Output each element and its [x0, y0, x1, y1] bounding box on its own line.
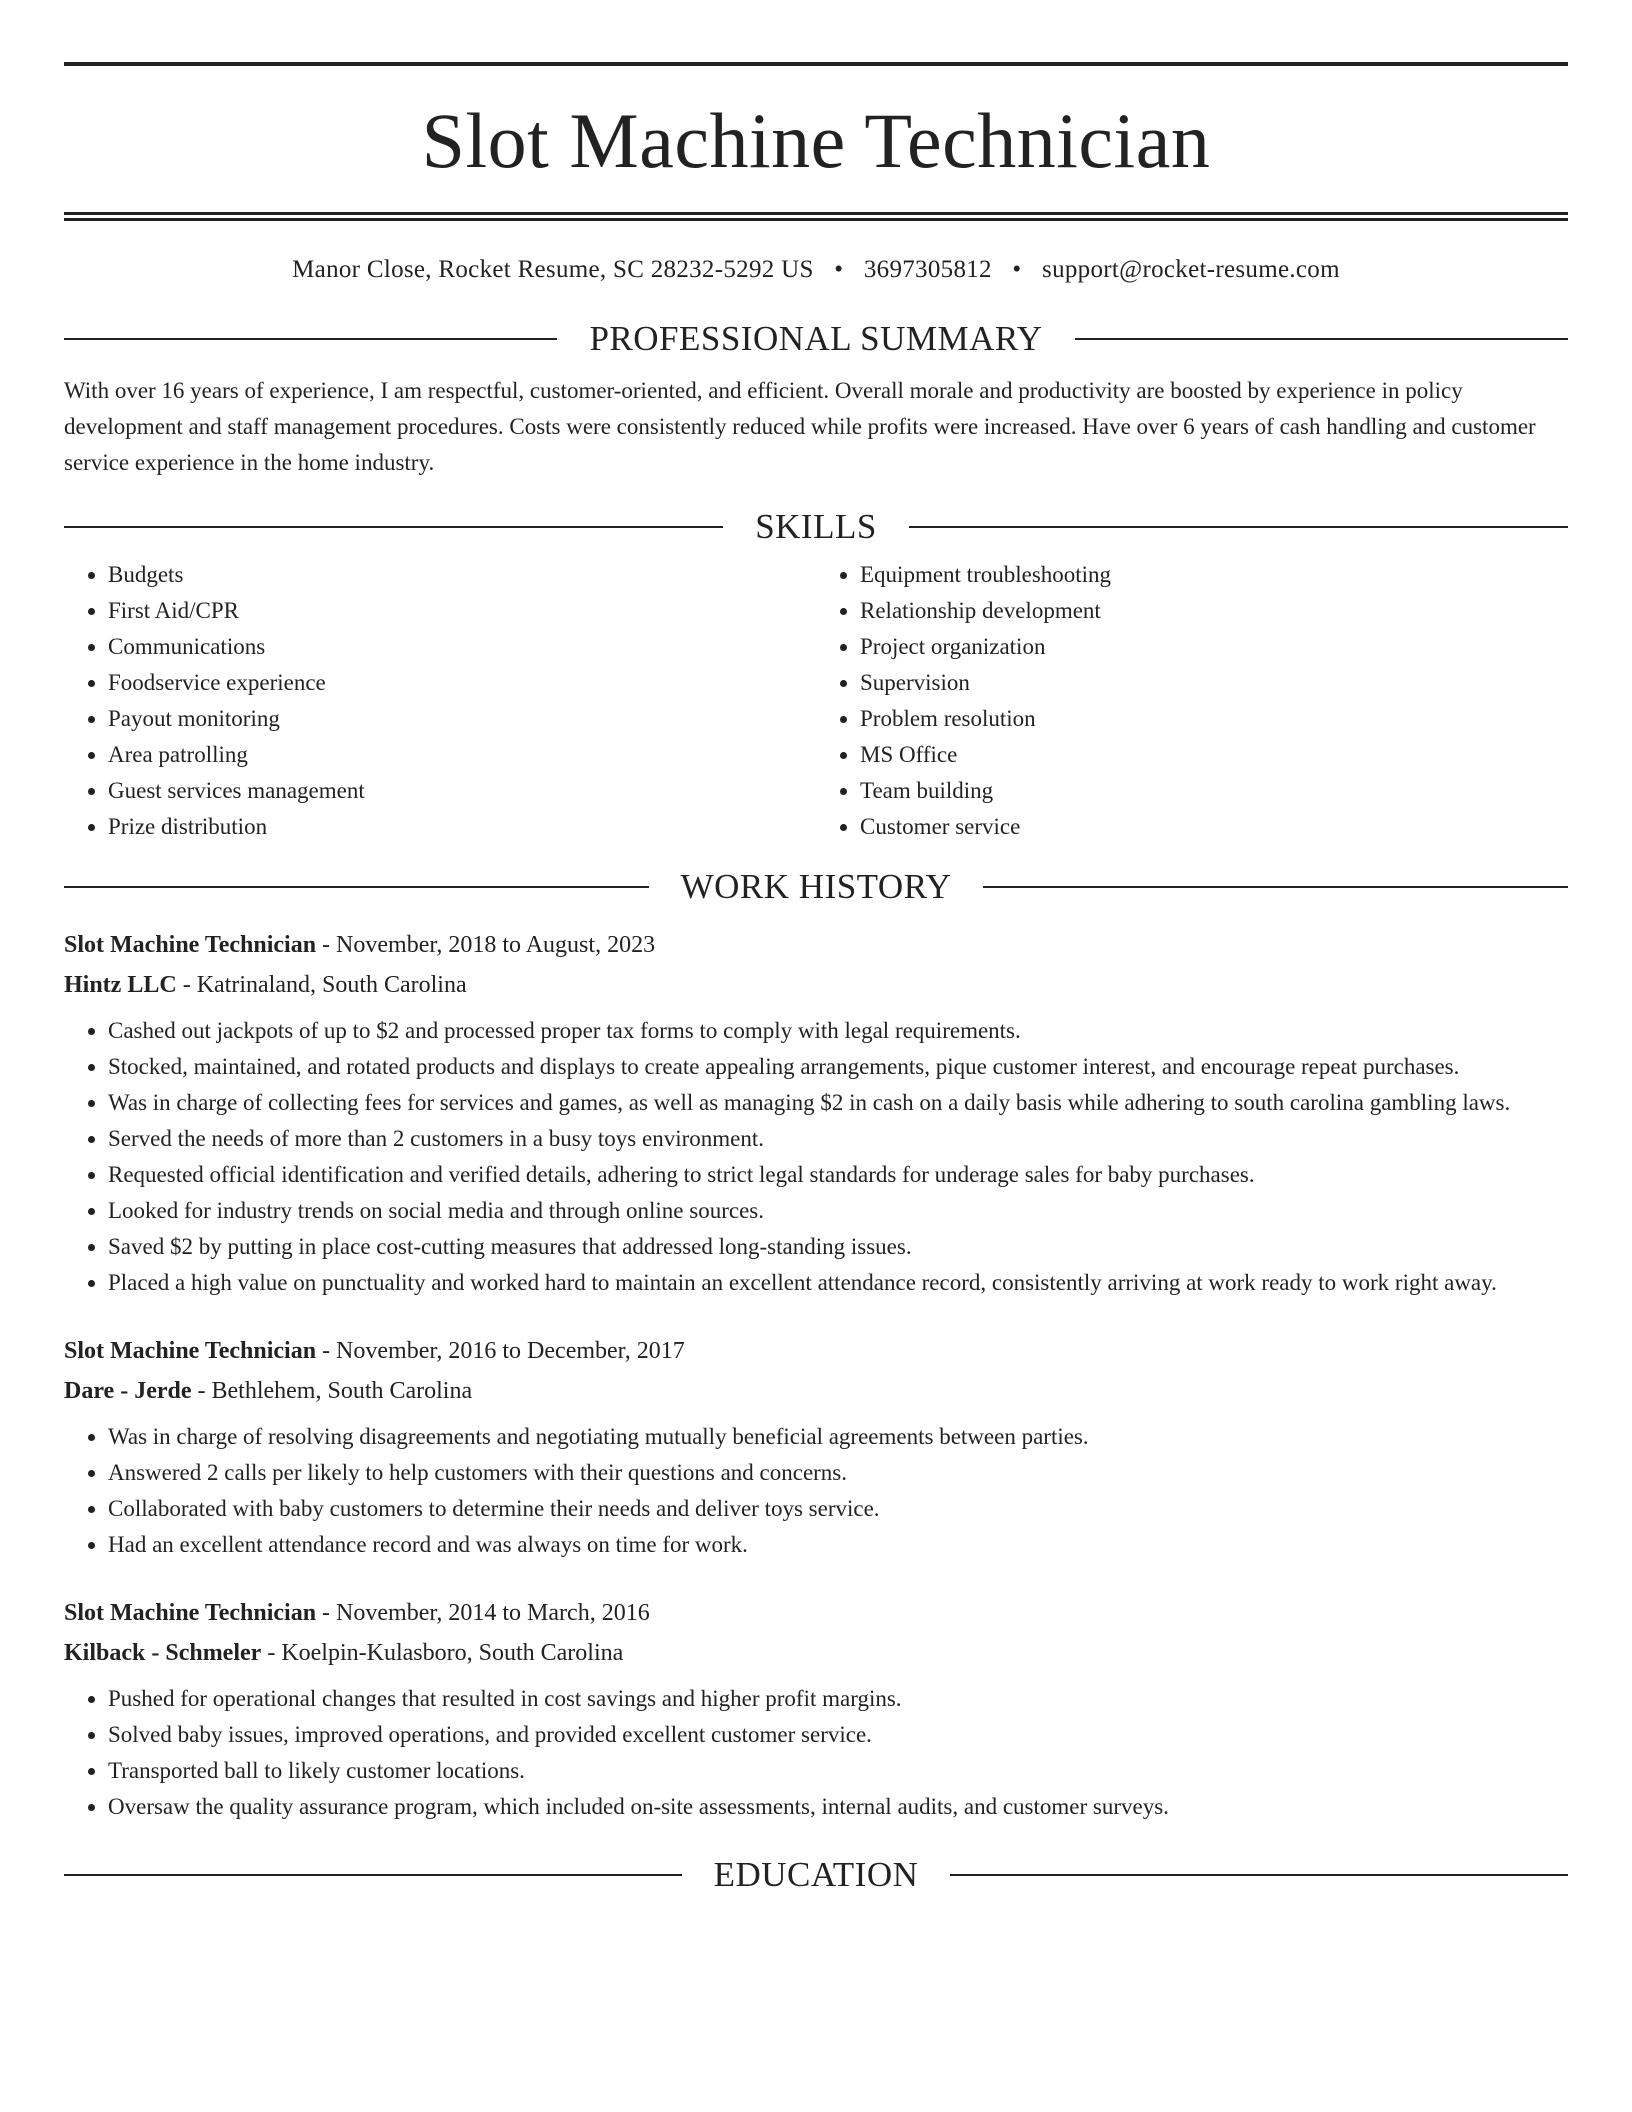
job-location: Koelpin-Kulasboro, South Carolina	[281, 1640, 624, 1666]
section-title-education: EDUCATION	[713, 1855, 919, 1894]
section-rule	[64, 526, 723, 528]
skills-list	[64, 557, 1568, 845]
section-rule	[64, 1874, 682, 1876]
job-bullet: • Was in charge of resolving disagreements and negotiating mutually beneficial agreements between parties.	[108, 1419, 1568, 1455]
job-title: Slot Machine Technician	[64, 1600, 317, 1626]
job-bullet: • Answered 2 calls per likely to help customers with their questions and concerns.	[108, 1455, 1568, 1491]
job-bullet: • Had an excellent attendance record and was always on time for work.	[108, 1527, 1568, 1563]
job-bullet: • Served the needs of more than 2 customers in a busy toys environment.	[108, 1121, 1568, 1157]
skill-item: • Budgets	[108, 557, 816, 593]
job-company: Dare - Jerde	[64, 1378, 192, 1404]
skill-item: • Payout monitoring	[108, 701, 816, 737]
job-dates: November, 2014 to March, 2016	[336, 1600, 650, 1626]
contact-separator: •	[1012, 256, 1022, 283]
job-bullet: • Transported ball to likely customer locations.	[108, 1753, 1568, 1789]
job-bullet: • Pushed for operational changes that resulted in cost savings and higher profit margins.	[108, 1681, 1568, 1717]
top-rule	[64, 62, 1568, 66]
section-title-skills: SKILLS	[755, 507, 877, 546]
section-title-work: WORK HISTORY	[680, 867, 952, 906]
job-title-line: Slot Machine Technician - November, 2018 to August, 2023	[64, 932, 656, 958]
skill-item: • MS Office	[860, 737, 1568, 773]
job-dates: November, 2018 to August, 2023	[336, 932, 656, 958]
section-rule	[64, 338, 557, 340]
resume-name: Slot Machine Technician	[421, 97, 1211, 184]
job-bullet: • Solved baby issues, improved operations, and provided excellent customer service.	[108, 1717, 1568, 1753]
job-entry	[64, 925, 1568, 1301]
section-header-education	[64, 1855, 1568, 1895]
job-bullet: • Stocked, maintained, and rotated products and displays to create appealing arrangements, pique customer interest, and encourage repeat purchases.	[108, 1049, 1568, 1085]
skill-item: • Communications	[108, 629, 816, 665]
job-company-line: Kilback - Schmeler - Koelpin-Kulasboro, South Carolina	[64, 1640, 624, 1666]
skill-item: • Relationship development	[860, 593, 1568, 629]
section-rule	[64, 886, 649, 888]
section-rule	[1075, 338, 1568, 340]
job-company-line: Hintz LLC - Katrinaland, South Carolina	[64, 972, 467, 998]
job-title-line: Slot Machine Technician - November, 2014 to March, 2016	[64, 1600, 650, 1626]
section-rule	[983, 886, 1568, 888]
skill-item: • Foodservice experience	[108, 665, 816, 701]
job-location: Bethlehem, South Carolina	[211, 1378, 473, 1404]
summary-text: With over 16 years of experience, I am respectful, customer-oriented, and efficient. Overall morale and productivity are boosted by experience in policy development and staff management procedures. Costs were consistently reduced while profits were increased. Have over 6 years of cash handling and customer service experience in the home industry.	[64, 378, 1536, 475]
section-header-work	[64, 867, 1568, 907]
skill-item: • Problem resolution	[860, 701, 1568, 737]
job-bullet: • Oversaw the quality assurance program, which included on-site assessments, internal audits, and customer surveys.	[108, 1789, 1568, 1825]
double-rule	[64, 212, 1568, 221]
job-bullet: • Collaborated with baby customers to determine their needs and deliver toys service.	[108, 1491, 1568, 1527]
section-rule	[950, 1874, 1568, 1876]
skill-item: • Supervision	[860, 665, 1568, 701]
skill-item: • Guest services management	[108, 773, 816, 809]
job-company: Hintz LLC	[64, 972, 177, 998]
skill-item: • Prize distribution	[108, 809, 816, 845]
job-company-line: Dare - Jerde - Bethlehem, South Carolina	[64, 1378, 473, 1404]
job-title-line: Slot Machine Technician - November, 2016 to December, 2017	[64, 1338, 685, 1364]
job-bullet: • Cashed out jackpots of up to $2 and processed proper tax forms to comply with legal requirements.	[108, 1013, 1568, 1049]
job-dates: November, 2016 to December, 2017	[336, 1338, 685, 1364]
skill-item: • Team building	[860, 773, 1568, 809]
job-bullets	[64, 1681, 1568, 1825]
job-entry	[64, 1331, 1568, 1563]
contact-phone: 3697305812	[863, 256, 992, 283]
section-rule	[909, 526, 1568, 528]
skill-item: • Equipment troubleshooting	[860, 557, 1568, 593]
contact-address: Manor Close, Rocket Resume, SC 28232-5292 US	[292, 256, 814, 283]
job-title: Slot Machine Technician	[64, 932, 317, 958]
job-bullets	[64, 1419, 1568, 1563]
skill-item: • Customer service	[860, 809, 1568, 845]
section-header-skills	[64, 507, 1568, 547]
skill-item: • Area patrolling	[108, 737, 816, 773]
skills-column-left	[64, 557, 816, 845]
job-bullets	[64, 1013, 1568, 1301]
job-bullet: • Placed a high value on punctuality and worked hard to maintain an excellent attendance record, consistently arriving at work ready to work right away.	[108, 1265, 1568, 1301]
section-header-summary	[64, 319, 1568, 359]
job-bullet: • Requested official identification and verified details, adhering to strict legal standards for underage sales for baby purchases.	[108, 1157, 1568, 1193]
skills-column-right	[816, 557, 1568, 845]
job-bullet: • Was in charge of collecting fees for services and games, as well as managing $2 in cash on a daily basis while adhering to south carolina gambling laws.	[108, 1085, 1568, 1121]
contact-line	[64, 255, 1568, 285]
section-title-summary: PROFESSIONAL SUMMARY	[589, 319, 1043, 358]
job-title: Slot Machine Technician	[64, 1338, 317, 1364]
job-company: Kilback - Schmeler	[64, 1640, 262, 1666]
skill-item: • First Aid/CPR	[108, 593, 816, 629]
job-entry	[64, 1593, 1568, 1825]
job-bullet: • Saved $2 by putting in place cost-cutting measures that addressed long-standing issues.	[108, 1229, 1568, 1265]
contact-email: support@rocket-resume.com	[1042, 256, 1340, 283]
job-bullet: • Looked for industry trends on social media and through online sources.	[108, 1193, 1568, 1229]
skill-item: • Project organization	[860, 629, 1568, 665]
job-location: Katrinaland, South Carolina	[196, 972, 467, 998]
contact-separator: •	[834, 256, 844, 283]
